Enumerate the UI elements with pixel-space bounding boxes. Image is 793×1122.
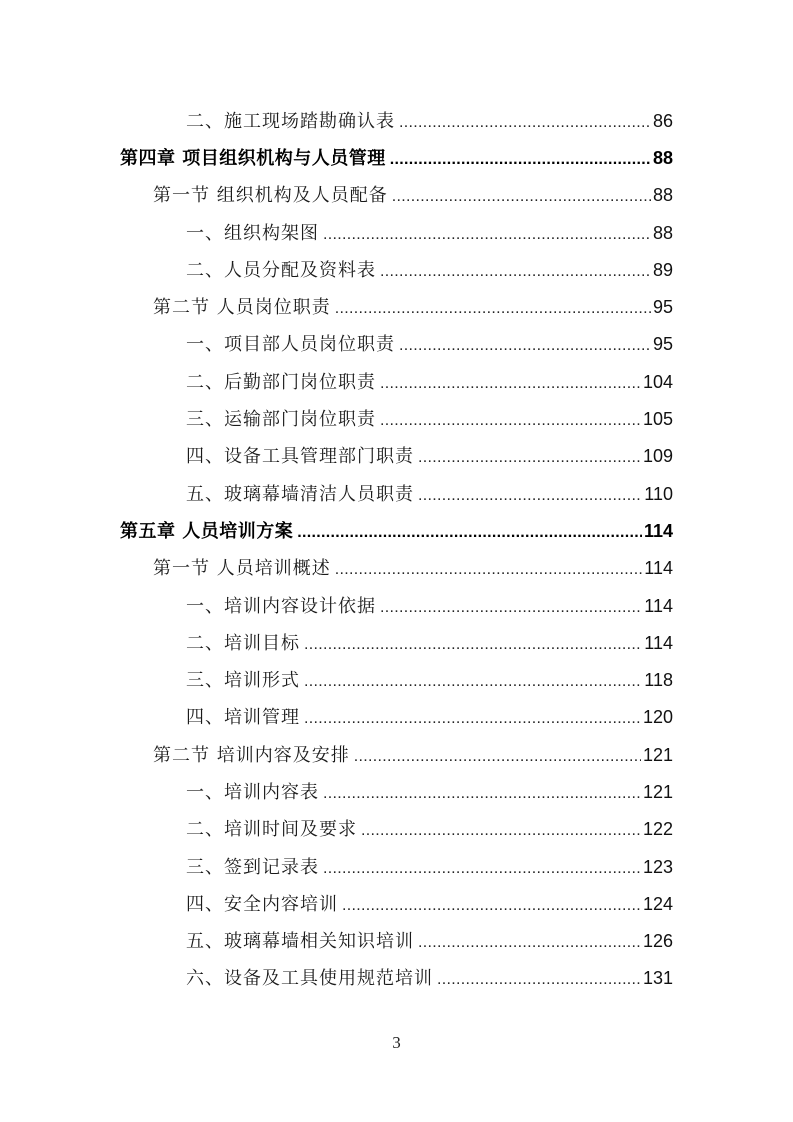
toc-entry-page: 114 (644, 632, 673, 653)
dot-leader (418, 449, 641, 467)
dot-leader (323, 860, 641, 878)
toc-entry-label: 一、培训内容设计依据 (186, 595, 376, 617)
toc-entry[interactable] (0, 623, 793, 660)
toc-entry-label: 三、签到记录表 (186, 856, 319, 878)
toc-entry-label: 第五章 人员培训方案 (120, 520, 294, 542)
toc-entry[interactable] (0, 101, 793, 138)
toc-entry-label: 四、设备工具管理部门职责 (186, 446, 414, 468)
toc-entry-label: 三、运输部门岗位职责 (186, 409, 376, 431)
toc-entry-page: 120 (642, 707, 673, 728)
toc-entry-page: 95 (652, 334, 673, 355)
toc-entry-page: 114 (644, 558, 673, 579)
toc-entry[interactable] (0, 213, 793, 250)
toc-section[interactable] (0, 735, 793, 772)
toc-entry[interactable] (0, 437, 793, 474)
toc-entry-label: 二、人员分配及资料表 (186, 259, 376, 281)
toc-entry-page: 110 (644, 483, 673, 504)
dot-leader (399, 337, 651, 355)
dot-leader (354, 748, 641, 766)
toc-chapter[interactable] (0, 138, 793, 175)
dot-leader (380, 263, 651, 281)
toc-entry-label: 第二节 人员岗位职责 (153, 297, 331, 319)
dot-leader (380, 599, 642, 617)
toc-entry-page: 122 (642, 819, 673, 840)
toc-entry-page: 88 (652, 222, 673, 243)
toc-chapter[interactable] (0, 511, 793, 548)
toc-entry-page: 95 (652, 297, 673, 318)
dot-leader (380, 375, 641, 393)
toc-entry-label: 六、设备及工具使用规范培训 (186, 968, 433, 990)
toc-entry-page: 114 (644, 595, 673, 616)
table-of-contents (0, 101, 793, 996)
toc-entry-label: 第一节 人员培训概述 (153, 558, 331, 580)
toc-entry-label: 第四章 项目组织机构与人员管理 (120, 147, 386, 169)
toc-entry-page: 131 (642, 968, 673, 989)
toc-entry-label: 一、培训内容表 (186, 781, 319, 803)
toc-entry-label: 四、培训管理 (186, 707, 300, 729)
toc-entry-label: 五、玻璃幕墙清洁人员职责 (186, 483, 414, 505)
dot-leader (335, 561, 643, 579)
toc-entry-page: 124 (642, 893, 673, 914)
toc-entry-page: 109 (642, 446, 673, 467)
toc-section[interactable] (0, 549, 793, 586)
dot-leader (342, 897, 641, 915)
toc-entry-label: 五、玻璃幕墙相关知识培训 (186, 931, 414, 953)
toc-entry[interactable] (0, 698, 793, 735)
toc-entry-label: 第一节 组织机构及人员配备 (153, 185, 388, 207)
toc-entry[interactable] (0, 474, 793, 511)
toc-entry[interactable] (0, 325, 793, 362)
dot-leader (418, 487, 642, 505)
toc-entry-page: 126 (642, 931, 673, 952)
toc-entry-label: 第二节 培训内容及安排 (153, 744, 350, 766)
toc-entry-label: 一、组织构架图 (186, 222, 319, 244)
toc-entry-page: 105 (642, 409, 673, 430)
toc-entry-page: 89 (652, 259, 673, 280)
dot-leader (304, 636, 642, 654)
toc-entry-page: 88 (652, 147, 673, 168)
dot-leader (392, 188, 651, 206)
toc-entry-label: 二、后勤部门岗位职责 (186, 371, 376, 393)
toc-entry-page: 121 (642, 781, 673, 802)
toc-entry[interactable] (0, 959, 793, 996)
dot-leader (323, 785, 641, 803)
toc-entry-page: 118 (644, 670, 673, 691)
page-number: 3 (392, 1033, 401, 1052)
dot-leader (335, 300, 651, 318)
dot-leader (418, 934, 641, 952)
toc-entry-label: 一、项目部人员岗位职责 (186, 334, 395, 356)
dot-leader (304, 710, 641, 728)
toc-entry[interactable] (0, 772, 793, 809)
toc-section[interactable] (0, 287, 793, 324)
toc-entry-label: 二、培训时间及要求 (186, 819, 357, 841)
dot-leader (304, 673, 642, 691)
dot-leader (390, 151, 651, 169)
toc-entry-page: 121 (642, 744, 673, 765)
toc-entry[interactable] (0, 884, 793, 921)
toc-entry-page: 86 (652, 110, 673, 131)
toc-entry[interactable] (0, 362, 793, 399)
toc-entry-page: 123 (642, 856, 673, 877)
dot-leader (323, 226, 651, 244)
toc-entry[interactable] (0, 847, 793, 884)
dot-leader (399, 114, 651, 132)
toc-entry-page: 88 (652, 185, 673, 206)
dot-leader (297, 524, 642, 542)
toc-entry[interactable] (0, 660, 793, 697)
toc-entry[interactable] (0, 922, 793, 959)
dot-leader (361, 822, 641, 840)
toc-entry-label: 四、安全内容培训 (186, 893, 338, 915)
toc-entry-page: 104 (642, 371, 673, 392)
toc-entry[interactable] (0, 250, 793, 287)
toc-entry[interactable] (0, 586, 793, 623)
toc-entry-label: 二、培训目标 (186, 632, 300, 654)
toc-entry-label: 三、培训形式 (186, 670, 300, 692)
toc-entry[interactable] (0, 399, 793, 436)
dot-leader (380, 412, 641, 430)
toc-entry[interactable] (0, 810, 793, 847)
toc-entry-label: 二、施工现场踏勘确认表 (186, 110, 395, 132)
toc-section[interactable] (0, 176, 793, 213)
dot-leader (437, 971, 641, 989)
toc-entry-page: 114 (643, 520, 673, 541)
